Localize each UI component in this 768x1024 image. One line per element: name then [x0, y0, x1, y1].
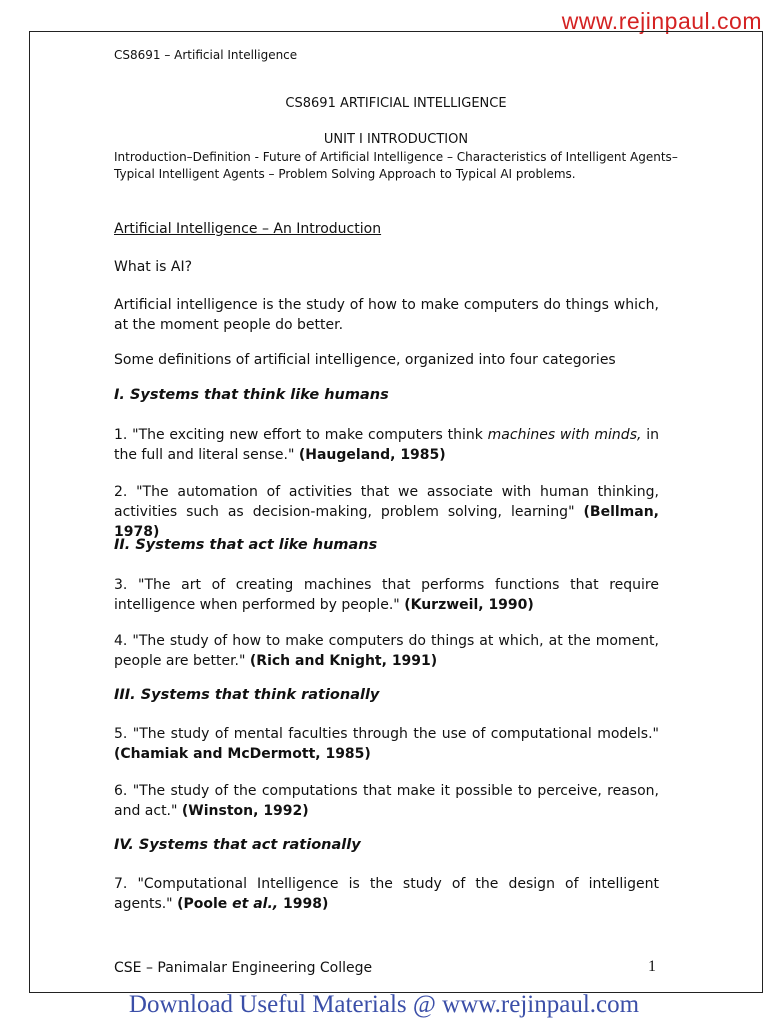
document-page — [29, 31, 763, 993]
running-header: CS8691 – Artificial Intelligence — [114, 48, 298, 62]
footer-college: CSE – Panimalar Engineering College — [114, 960, 373, 976]
citation: (Bellman, 1978) — [114, 504, 659, 540]
definition-item: 6. "The study of the computations that make it possible to perceive, reason, and act." (Winston, 1992) — [114, 783, 659, 819]
section-heading: Artificial Intelligence – An Introduction — [114, 221, 382, 237]
category-heading: IV. Systems that act rationally — [114, 837, 361, 853]
site-url-watermark[interactable]: www.rejinpaul.com — [561, 8, 762, 34]
definition-item: 4. "The study of how to make computers do things at which, at the moment, people are better." (Rich and Knight, 1991) — [114, 633, 659, 669]
definition-item: 1. "The exciting new effort to make computers think machines with minds, in the full and literal sense." (Haugeland, 1985) — [114, 427, 659, 463]
definition-item: 7. "Computational Intelligence is the study of the design of intelligent agents." (Poole et al., 1998) — [114, 876, 659, 912]
unit-topics: Introduction–Definition - Future of Artificial Intelligence – Characteristics of Intelligent Agents–Typical Intelligent Agents – Problem Solving Approach to Typical AI problems. — [114, 150, 678, 181]
page-number: 1 — [648, 958, 656, 975]
citation: (Winston, 1992) — [181, 803, 309, 819]
citation: (Rich and Knight, 1991) — [249, 653, 438, 669]
category-heading: I. Systems that think like humans — [114, 387, 389, 403]
intro-paragraph: Artificial intelligence is the study of how to make computers do things which, at the moment people do better. — [114, 297, 659, 333]
citation: (Chamiak and McDermott, 1985) — [114, 746, 371, 762]
definition-item: 5. "The study of mental faculties through the use of computational models." (Chamiak and McDermott, 1985) — [114, 726, 659, 762]
download-materials-link[interactable]: Download Useful Materials @ www.rejinpaul.com — [128, 991, 640, 1018]
what-is-ai-heading: What is AI? — [114, 259, 193, 275]
citation: (Haugeland, 1985) — [298, 447, 446, 463]
definition-item: 2. "The automation of activities that we associate with human thinking, activities such as decision-making, problem solving, learning" (Bellman, 1978) — [114, 484, 659, 540]
category-heading: II. Systems that act like humans — [114, 537, 378, 553]
unit-title: UNIT I INTRODUCTION — [323, 132, 469, 147]
citation: (Poole et al., 1998) — [177, 896, 329, 912]
citation: (Kurzweil, 1990) — [404, 597, 534, 613]
category-heading: III. Systems that think rationally — [114, 687, 380, 703]
definition-item: 3. "The art of creating machines that performs functions that require intelligence when performed by people." (Kurzweil, 1990) — [114, 577, 659, 613]
definitions-intro: Some definitions of artificial intelligence, organized into four categories — [114, 352, 616, 368]
definition-emphasis: machines with minds, — [487, 427, 642, 443]
document-title: CS8691 ARTIFICIAL INTELLIGENCE — [285, 96, 507, 111]
